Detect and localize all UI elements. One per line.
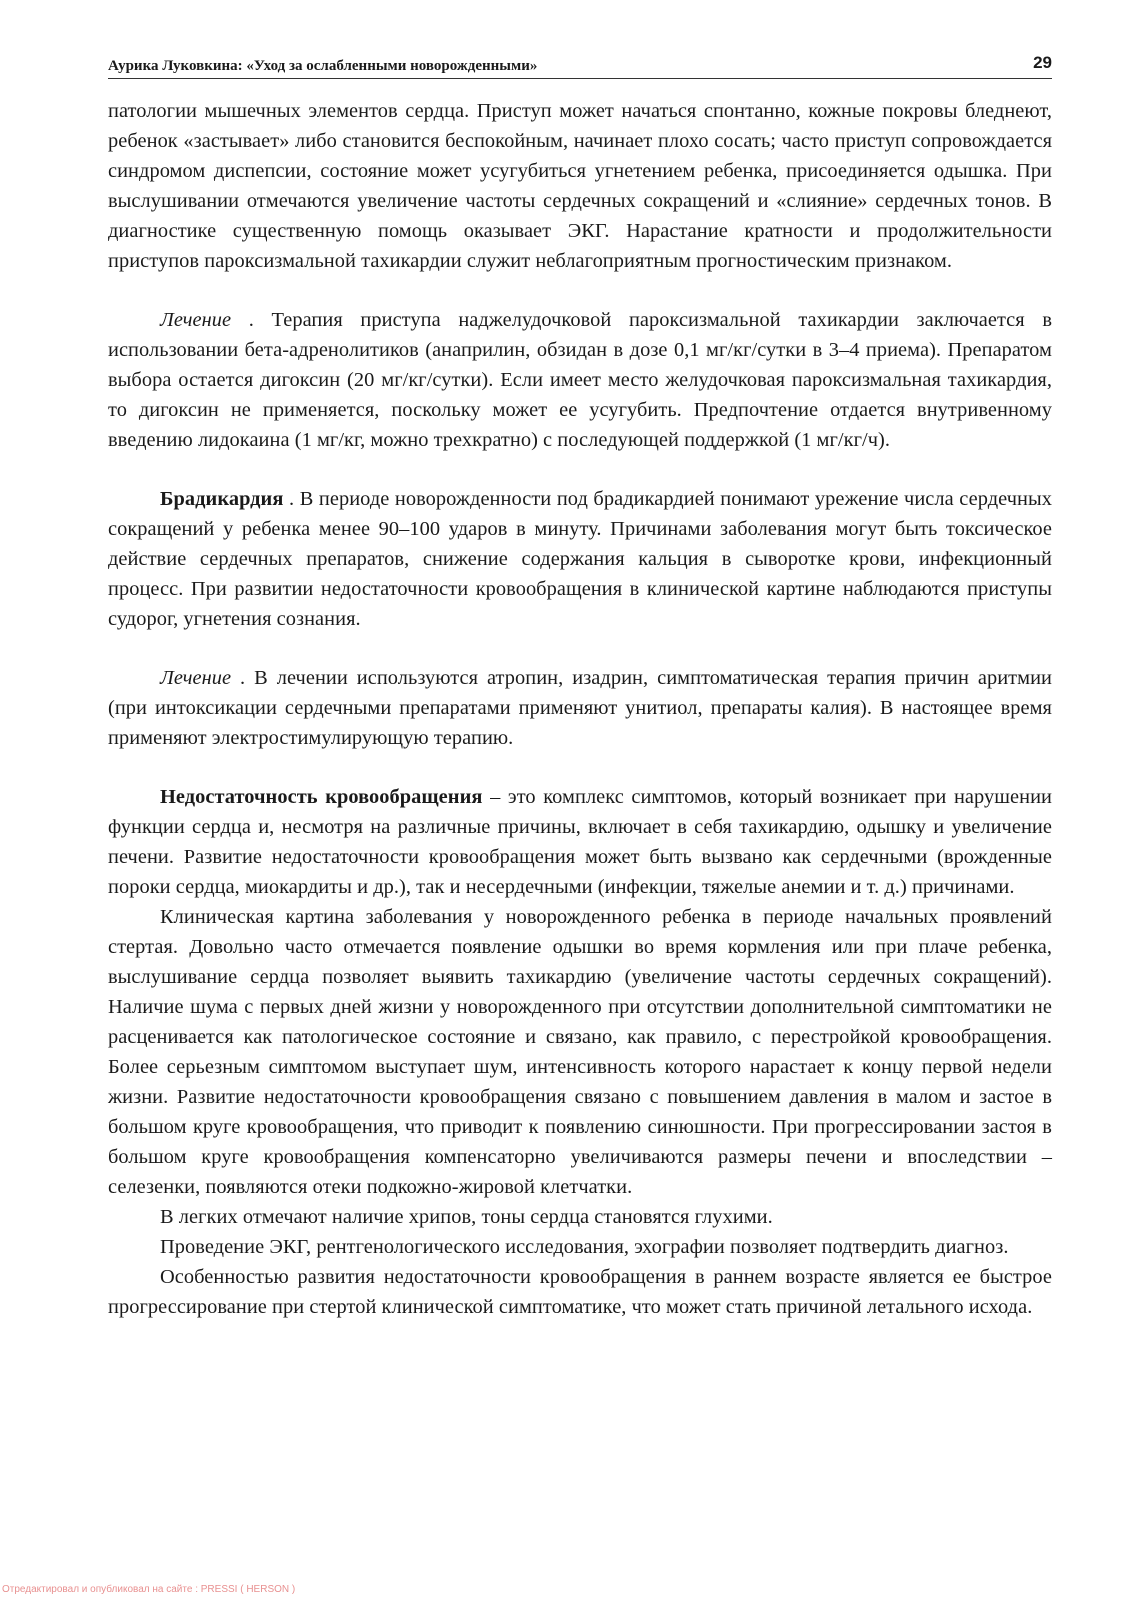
bradycardia-text: . В периоде новорожденности под брадикардией понимают урежение числа сердечных сокращений у ребенка менее 90–100 ударов в минуту. Причинами заболевания могут быть токсическое действие сердечных препаратов, снижение содержания кальция в сыворотке крови, инфекционный процесс. При развитии недостаточности кровообращения в клинической картине наблюдаются приступы судорог, угнетения сознания. [108,488,1052,630]
treatment-lead: Лечение [160,667,232,689]
footer-watermark: Отредактировал и опубликовал на сайте : PRESSI ( HERSON ) [2,1584,296,1595]
treatment-text: . Терапия приступа наджелудочковой пароксизмальной тахикардии заключается в использовании бета-адренолитиков (анаприлин, обзидан в дозе 0,1 мг/кг/сутки в 3–4 приема). Препаратом выбора остается дигоксин (20 мг/кг/сутки). Если имеет место желудочковая пароксизмальная тахикардия, то дигоксин не применяется, поскольку может ее усугубить. Предпочтение отдается внутривенному введению лидокаина (1 мг/кг, можно трехкратно) с последующей поддержкой (1 мг/кг/ч). [108,309,1052,451]
paragraph-bradycardia [108,484,1052,634]
circulatory-failure-heading: Недостаточность кровообращения [160,786,483,808]
treatment-lead: Лечение [160,309,232,331]
page-body [108,96,1052,1322]
paragraph-diagnostics: Проведение ЭКГ, рентгенологического исследования, эхографии позволяет подтвердить диагноз. [160,1236,1009,1258]
page-header [108,50,1052,79]
paragraph-tachycardia-treatment [108,305,1052,455]
paragraph-clinical-picture: Клиническая картина заболевания у новорожденного ребенка в периоде начальных проявлений стертая. Довольно часто отмечается появление одышки во время кормления или при плаче ребенка, выслушивание сердца позволяет выявить тахикардию (увеличение частоты сердечных сокращений). Наличие шума с первых дней жизни у новорожденного при отсутствии дополнительной симптоматики не расценивается как патологическое состояние и связано, как правило, с перестройкой кровообращения. Более серьезным симптомом выступает шум, интенсивность которого нарастает к концу первой недели жизни. Развитие недостаточности кровообращения связано с повышением давления в малом и застое в большом круге кровообращения, что приводит к появлению синюшности. При прогрессировании застоя в большом круге кровообращения компенсаторно увеличиваются размеры печени и впоследствии – селезенки, появляются отеки подкожно-жировой клетчатки. [108,906,1052,1198]
paragraph-early-age: Особенностью развития недостаточности кровообращения в раннем возрасте является ее быстрое прогрессирование при стертой клинической симптоматике, что может стать причиной летального исхода. [108,1266,1052,1318]
running-title: Аурика Луковкина: «Уход за ослабленными новорожденными» [108,58,538,74]
paragraph-bradycardia-treatment [108,663,1052,753]
bradycardia-heading: Брадикардия [160,488,284,510]
treatment-text: . В лечении используются атропин, изадрин, симптоматическая терапия причин аритмии (при интоксикации сердечными препаратами применяют унитиол, препараты калия). В настоящее время применяют электростимулирующую терапию. [108,667,1052,749]
page-number: 29 [1033,53,1052,72]
paragraph-lungs: В легких отмечают наличие хрипов, тоны сердца становятся глухими. [160,1206,773,1228]
circulatory-failure-text: – это комплекс симптомов, который возникает при нарушении функции сердца и, несмотря на различные причины, включает в себя тахикардию, одышку и увеличение печени. Развитие недостаточности кровообращения может быть вызвано как сердечными (врожденные пороки сердца, миокардиты и др.), так и несердечными (инфекции, тяжелые анемии и т. д.) причинами. [108,786,1052,898]
paragraph-circulatory-failure [108,782,1052,902]
paragraph-tachycardia-continuation: патологии мышечных элементов сердца. Приступ может начаться спонтанно, кожные покровы бледнеют, ребенок «застывает» либо становится беспокойным, начинает плохо сосать; часто приступ сопровождается синдромом диспепсии, состояние может усугубиться угнетением ребенка, присоединяется одышка. При выслушивании отмечаются увеличение частоты сердечных сокращений и «слияние» сердечных тонов. В диагностике существенную помощь оказывает ЭКГ. Нарастание кратности и продолжительности приступов пароксизмальной тахикардии служит неблагоприятным прогностическим признаком. [108,100,1052,272]
